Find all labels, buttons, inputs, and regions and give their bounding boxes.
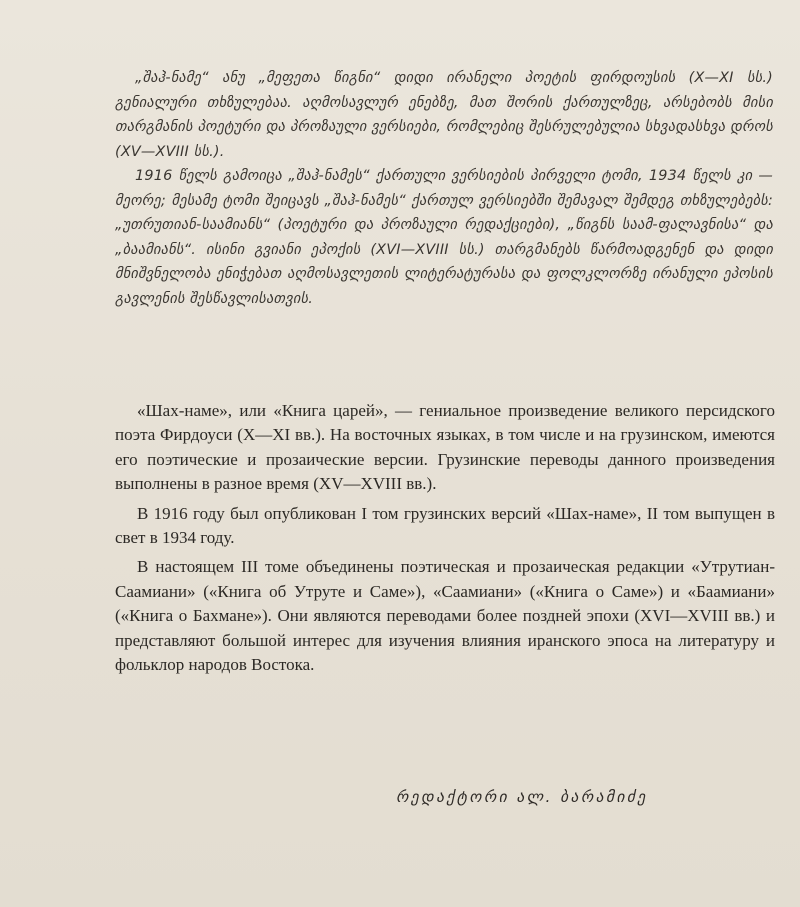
russian-abstract	[115, 399, 775, 682]
georgian-paragraph-1: „შაჰ-ნამე“ ანუ „მეფეთა წიგნი“ დიდი ირანელი პოეტის ფირდოუსის (X—XI სს.) გენიალური თხზულებაა. აღმოსავლურ ენებზე, მათ შორის ქართულზეც, არსებობს მისი თარგმანის პოეტური და პროზაული ვერსიები, რომლებიც შესრულებულია სხვადასხვა დროს (XV—XVIII სს.).	[115, 70, 773, 160]
editor-signature: რედაქტორი ალ. ბარამიძე	[396, 788, 648, 806]
russian-paragraph-2: В 1916 году был опубликован I том грузинских версий «Шах-наме», II том выпущен в свет в 1934 году.	[115, 503, 775, 548]
russian-paragraph-3: В настоящем III томе объединены поэтическая и прозаическая редакции «Утрутиан-Саамиани» («Книга об Утруте и Саме»), «Саамиани» («Книга о Саме») и «Баамиани» («Книга о Бахмане»). Они являются переводами более поздней эпохи (XVI—XVIII вв.) и представляют большой интерес для изучения влияния иранского эпоса на литературу и фольклор народов Востока.	[115, 557, 775, 675]
georgian-abstract	[115, 66, 773, 311]
georgian-paragraph-2: 1916 წელს გამოიცა „შაჰ-ნამეს“ ქართული ვერსიების პირველი ტომი, 1934 წელს კი — მეორე; მესამე ტომი შეიცავს „შაჰ-ნამეს“ ქართულ ვერსიებში შემავალ შემდეგ თხზულებებს: „უთრუთიან-საამიანს“ (პოეტური და პროზაული რედაქციები), „წიგნს საამ-ფალავნისა“ და „ბაამიანს“. ისინი გვიანი ეპოქის (XVI—XVIII სს.) თარგმანებს წარმოადგენენ და დიდი მნიშვნელობა ენიჭებათ აღმოსავლეთის ლიტერატურასა და ფოლკლორზე ირანული ეპოსის გავლენის შესწავლისათვის.	[115, 168, 773, 307]
russian-paragraph-1: «Шах-наме», или «Книга царей», — гениальное произведение великого персидского поэта Фирдоуси (X—XI вв.). На восточных языках, в том числе и на грузинском, имеются его поэтические и прозаические версии. Грузинские переводы данного произведения выполнены в разное время (XV—XVIII вв.).	[115, 401, 775, 494]
